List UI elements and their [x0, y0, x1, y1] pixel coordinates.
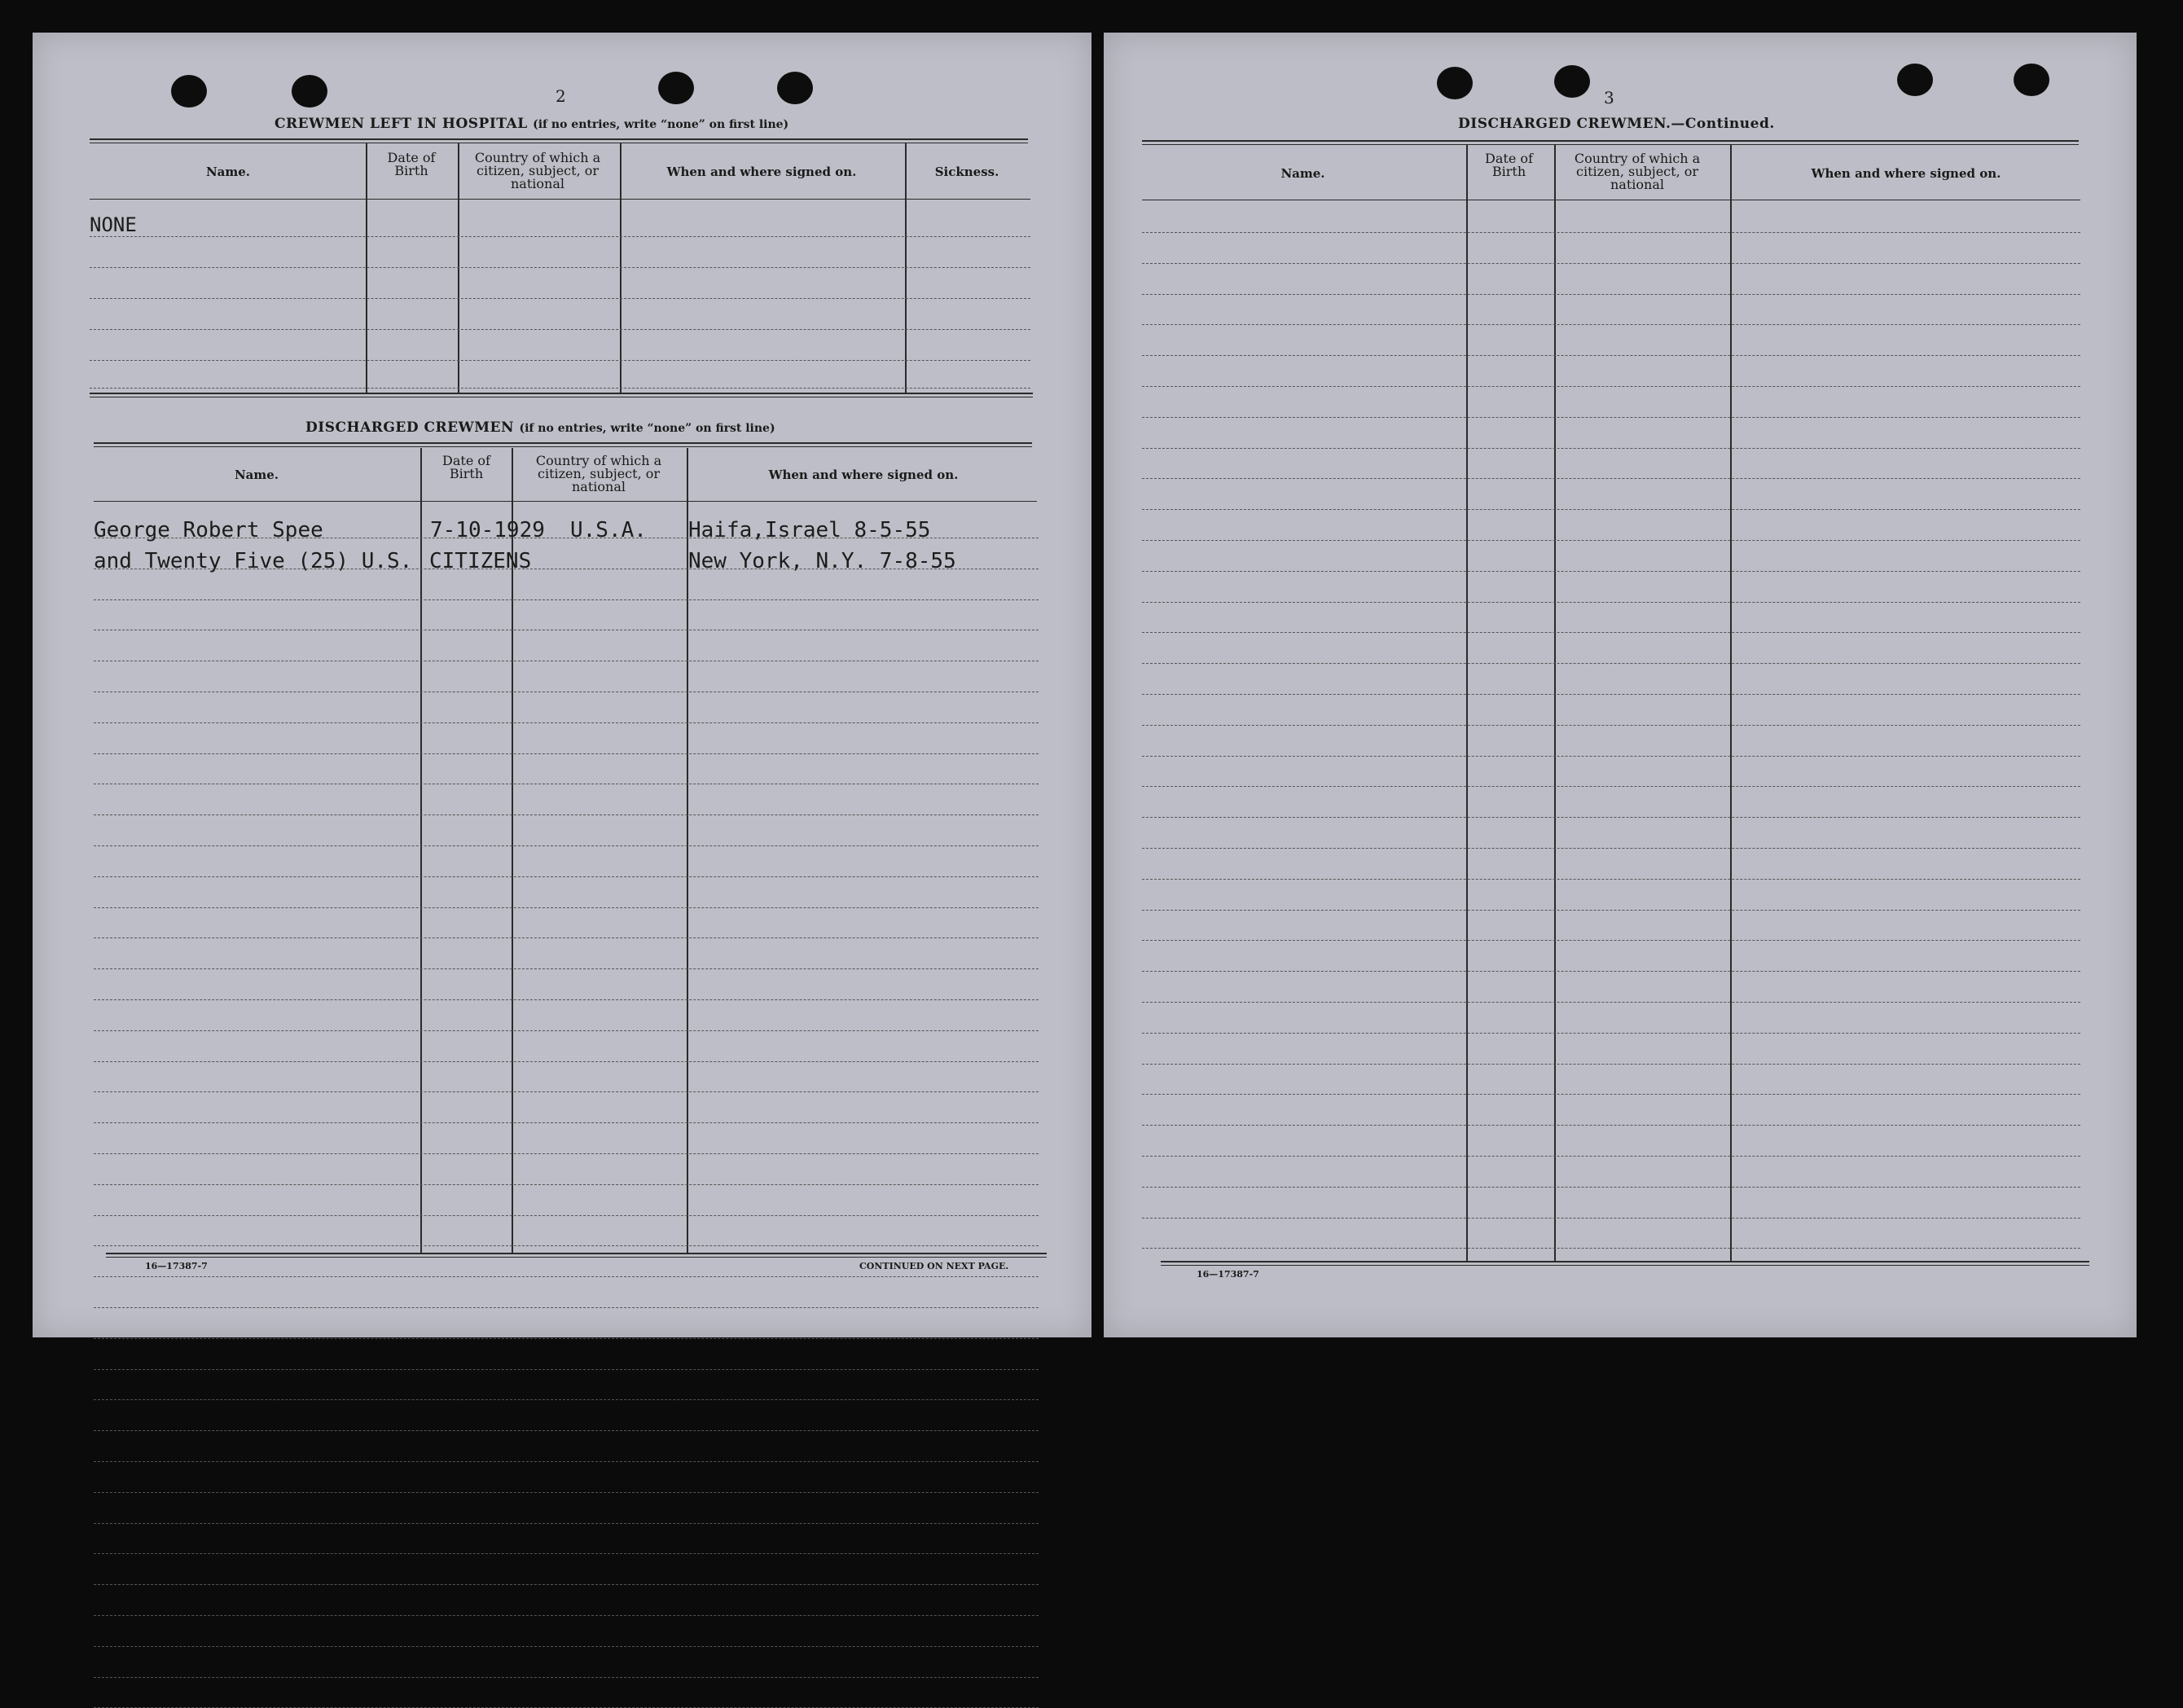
right-page	[1104, 33, 2137, 1337]
ruled-line	[1142, 910, 2080, 911]
hospital-entry: NONE	[90, 213, 137, 236]
ruled-line	[94, 1523, 1039, 1524]
page-number: 3	[1604, 88, 1614, 108]
ruled-line	[94, 968, 1039, 969]
ruled-line	[1142, 663, 2080, 664]
discharged-col-dob: Date of Birth	[442, 453, 490, 481]
discharged-section-title: DISCHARGED CREWMEN (if no entries, write “none” on first line)	[305, 419, 775, 436]
ruled-line	[94, 907, 1039, 908]
right-section-title: DISCHARGED CREWMEN.—Continued.	[1458, 116, 1775, 132]
ruled-line	[1142, 602, 2080, 603]
ruled-line	[94, 1091, 1039, 1092]
ruled-line	[1142, 1156, 2080, 1157]
ruled-line	[94, 1338, 1039, 1339]
right-col-signed: When and where signed on.	[1811, 166, 2001, 181]
ruled-line	[1142, 1064, 2080, 1065]
ruled-line	[90, 298, 1030, 299]
hospital-col-divider	[905, 143, 907, 393]
ruled-line	[1142, 1125, 2080, 1126]
ruled-line	[1142, 540, 2080, 541]
continued-note: CONTINUED ON NEXT PAGE.	[859, 1261, 1009, 1271]
punch-hole	[658, 72, 694, 104]
hospital-top-rule	[90, 138, 1028, 143]
punch-hole	[777, 72, 813, 104]
discharged-signed-on: Haifa,Israel 8-5-55	[688, 518, 931, 542]
ruled-line	[94, 1399, 1039, 1400]
hospital-col-name: Name.	[205, 165, 251, 179]
discharged-dob: 7-10-1929	[430, 518, 545, 542]
punch-hole	[1437, 67, 1473, 99]
ruled-line	[1142, 879, 2080, 880]
form-number: 16—17387-7	[1197, 1269, 1259, 1280]
ruled-line	[1142, 232, 2080, 233]
hospital-col-divider	[620, 143, 622, 393]
hospital-col-country: Country of which a citizen, subject, or national	[474, 150, 601, 191]
right-col-country: Country of which a citizen, subject, or national	[1574, 151, 1701, 192]
ruled-line	[1142, 1002, 2080, 1003]
ruled-line	[94, 1245, 1039, 1246]
ruled-line	[1142, 1094, 2080, 1095]
discharged-dob: CITIZENS	[429, 549, 532, 573]
ruled-line	[90, 329, 1030, 330]
discharged-header-rule	[94, 501, 1037, 502]
ruled-line	[94, 599, 1039, 600]
discharged-bottom-rule	[106, 1253, 1047, 1258]
ruled-line	[94, 1430, 1039, 1431]
hospital-col-dob: Date of Birth	[387, 150, 436, 178]
hospital-bottom-rule	[90, 393, 1033, 397]
right-col-dob: Date of Birth	[1485, 151, 1533, 179]
ruled-line	[94, 1184, 1039, 1185]
hospital-col-sickness: Sickness.	[934, 165, 999, 179]
ruled-line	[1142, 1248, 2080, 1249]
ruled-line	[1142, 571, 2080, 572]
ruled-line	[94, 845, 1039, 846]
punch-hole	[171, 75, 207, 108]
ruled-line	[1142, 817, 2080, 818]
ruled-line	[94, 1122, 1039, 1123]
ruled-line	[1142, 632, 2080, 633]
ruled-line	[1142, 386, 2080, 387]
ruled-line	[1142, 478, 2080, 479]
ruled-line	[94, 1061, 1039, 1062]
ruled-line	[94, 1646, 1039, 1647]
discharged-top-rule	[94, 442, 1032, 447]
ruled-line	[94, 1215, 1039, 1216]
discharged-name: and Twenty Five (25) U.S.	[94, 549, 413, 573]
ruled-line	[1142, 324, 2080, 325]
hospital-col-signed: When and where signed on.	[666, 165, 857, 179]
ruled-line	[1142, 725, 2080, 726]
ruled-line	[94, 1584, 1039, 1585]
ruled-line	[94, 1677, 1039, 1678]
ruled-line	[94, 1615, 1039, 1616]
form-number: 16—17387-7	[145, 1261, 208, 1271]
ruled-line	[94, 753, 1039, 754]
ruled-line	[90, 360, 1030, 361]
ruled-line	[1142, 1187, 2080, 1188]
discharged-signed-on: New York, N.Y. 7-8-55	[688, 549, 956, 573]
discharged-col-signed: When and where signed on.	[768, 468, 959, 482]
right-top-rule	[1142, 140, 2079, 145]
ruled-line	[94, 722, 1039, 723]
discharged-col-country: Country of which a citizen, subject, or national	[535, 453, 662, 494]
ruled-line	[1142, 417, 2080, 418]
punch-hole	[1897, 64, 1933, 96]
ruled-line	[1142, 940, 2080, 941]
ruled-line	[90, 388, 1030, 389]
ruled-line	[1142, 971, 2080, 972]
ruled-line	[94, 937, 1039, 938]
discharged-name: George Robert Spee	[94, 518, 323, 542]
ruled-line	[1142, 355, 2080, 356]
ruled-line	[1142, 448, 2080, 449]
right-col-name: Name.	[1280, 166, 1325, 181]
ruled-line	[94, 876, 1039, 877]
left-page	[33, 33, 1092, 1337]
ruled-line	[1142, 509, 2080, 510]
hospital-header-rule	[90, 199, 1030, 200]
ruled-line	[94, 1492, 1039, 1493]
ruled-line	[1142, 694, 2080, 695]
ruled-line	[1142, 1033, 2080, 1034]
punch-hole	[1554, 65, 1590, 98]
hospital-col-divider	[458, 143, 459, 393]
discharged-col-name: Name.	[234, 468, 279, 482]
page-number: 2	[556, 86, 566, 106]
ruled-line	[1142, 263, 2080, 264]
ruled-line	[1142, 756, 2080, 757]
ruled-line	[94, 1276, 1039, 1277]
hospital-section-title: CREWMEN LEFT IN HOSPITAL (if no entries, write “none” on first line)	[275, 116, 789, 132]
ruled-line	[94, 999, 1039, 1000]
ruled-line	[94, 1461, 1039, 1462]
ruled-line	[1142, 294, 2080, 295]
ruled-line	[94, 814, 1039, 815]
ruled-line	[94, 1307, 1039, 1308]
ruled-line	[90, 236, 1030, 237]
punch-hole	[292, 75, 327, 108]
ruled-line	[94, 1553, 1039, 1554]
ruled-line	[1142, 786, 2080, 787]
ruled-line	[94, 1030, 1039, 1031]
right-bottom-rule	[1161, 1261, 2089, 1266]
discharged-country: U.S.A.	[570, 518, 647, 542]
hospital-col-divider	[366, 143, 367, 393]
ruled-line	[94, 1153, 1039, 1154]
punch-hole	[2014, 64, 2049, 96]
ruled-line	[1142, 848, 2080, 849]
ruled-line	[90, 267, 1030, 268]
